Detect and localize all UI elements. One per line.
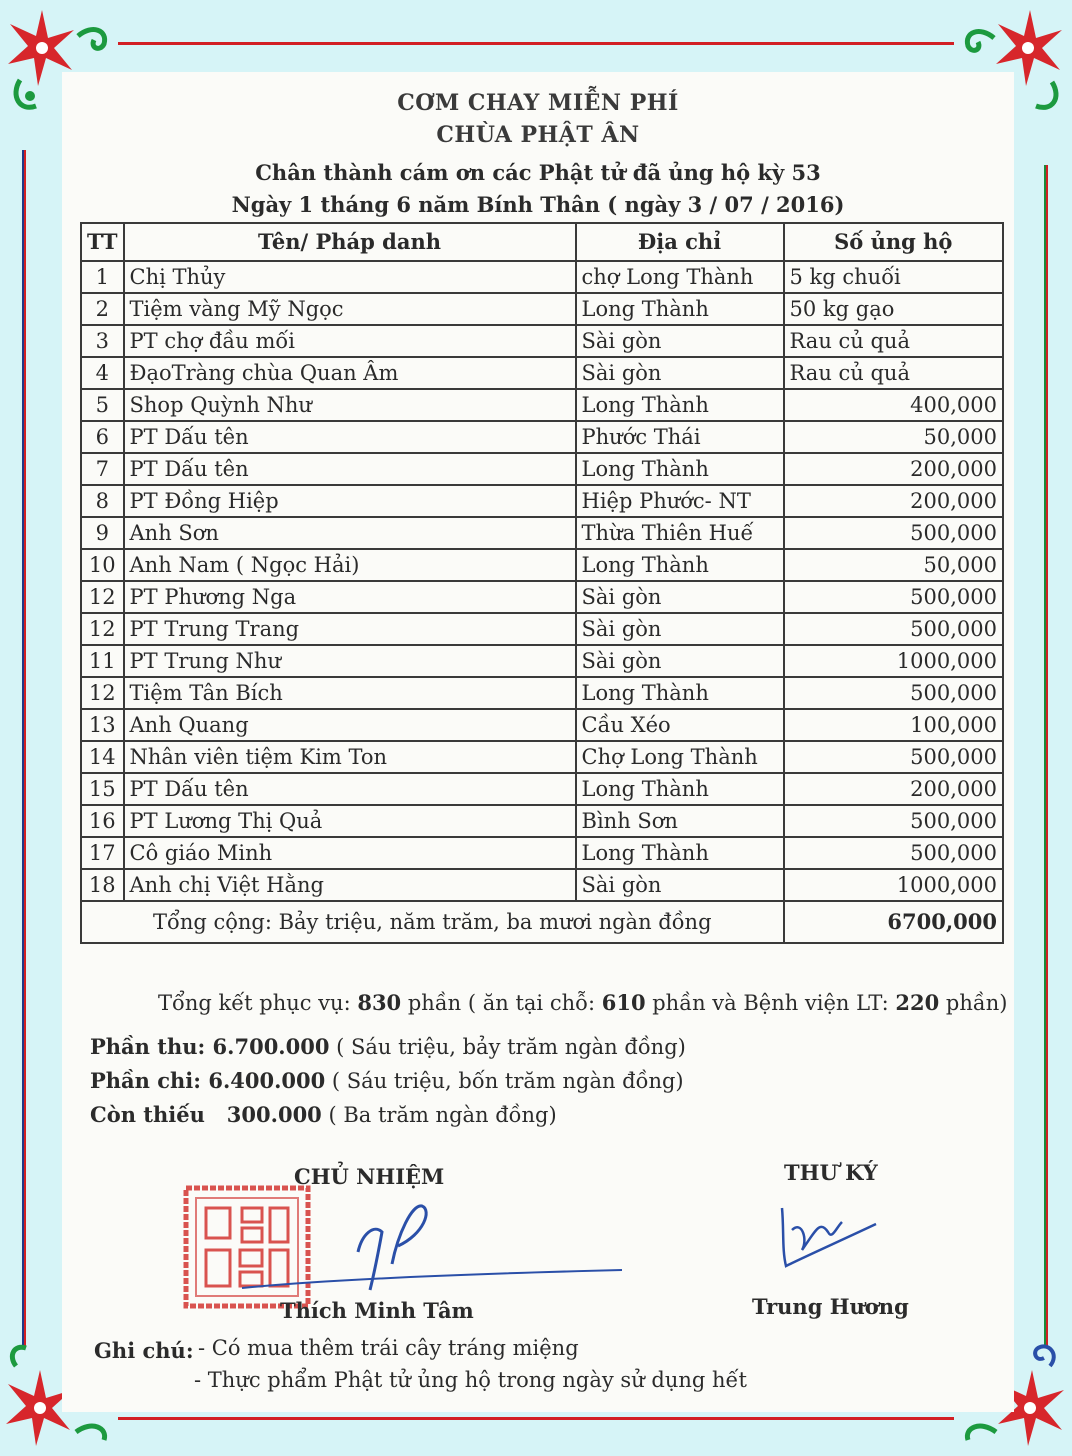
row-address: Sài gòn bbox=[576, 613, 784, 645]
row-name: Anh Sơn bbox=[124, 517, 576, 549]
row-address: Sài gòn bbox=[576, 357, 784, 389]
service-total: 830 bbox=[357, 990, 402, 1015]
chair-title: CHỦ NHIỆM bbox=[294, 1164, 445, 1189]
row-address: Sài gòn bbox=[576, 581, 784, 613]
row-name: Shop Quỳnh Như bbox=[124, 389, 576, 421]
row-tt: 16 bbox=[81, 805, 124, 837]
table-row bbox=[81, 741, 1003, 773]
deficit-label: Còn thiếu 300.000 bbox=[90, 1102, 322, 1127]
row-name: PT Lương Thị Quả bbox=[124, 805, 576, 837]
row-tt: 3 bbox=[81, 325, 124, 357]
row-amount: Rau củ quả bbox=[784, 357, 1003, 389]
row-name: PT Dấu tên bbox=[124, 421, 576, 453]
row-tt: 12 bbox=[81, 613, 124, 645]
row-tt: 18 bbox=[81, 869, 124, 901]
table-row bbox=[81, 773, 1003, 805]
row-tt: 4 bbox=[81, 357, 124, 389]
service-summary bbox=[158, 990, 1007, 1015]
service-mid2: phần và Bệnh viện LT: bbox=[645, 991, 896, 1015]
row-address: Long Thành bbox=[576, 837, 784, 869]
row-tt: 17 bbox=[81, 837, 124, 869]
income-text: ( Sáu triệu, bảy trăm ngàn đồng) bbox=[329, 1035, 686, 1059]
row-amount: 500,000 bbox=[784, 677, 1003, 709]
row-tt: 12 bbox=[81, 581, 124, 613]
frame-right-line bbox=[1044, 165, 1048, 1346]
row-address: Long Thành bbox=[576, 389, 784, 421]
row-name: Cô giáo Minh bbox=[124, 837, 576, 869]
table-row bbox=[81, 581, 1003, 613]
row-address: Sài gòn bbox=[576, 325, 784, 357]
row-amount: 500,000 bbox=[784, 741, 1003, 773]
row-tt: 8 bbox=[81, 485, 124, 517]
table-row bbox=[81, 325, 1003, 357]
row-tt: 10 bbox=[81, 549, 124, 581]
table-row bbox=[81, 389, 1003, 421]
row-amount: 50,000 bbox=[784, 549, 1003, 581]
expense-label: Phần chi: 6.400.000 bbox=[90, 1068, 326, 1093]
income-line bbox=[90, 1034, 686, 1059]
row-amount: 500,000 bbox=[784, 837, 1003, 869]
table-row bbox=[81, 677, 1003, 709]
secretary-signature-icon bbox=[772, 1200, 882, 1280]
title-line-2: CHÙA PHẬT ÂN bbox=[436, 122, 640, 148]
row-address: Sài gòn bbox=[576, 645, 784, 677]
row-amount: 100,000 bbox=[784, 709, 1003, 741]
row-amount: 50 kg gạo bbox=[784, 293, 1003, 325]
deficit-text: ( Ba trăm ngàn đồng) bbox=[321, 1103, 557, 1127]
header-tt: TT bbox=[81, 223, 124, 261]
expense-text: ( Sáu triệu, bốn trăm ngàn đồng) bbox=[325, 1069, 684, 1093]
table-row bbox=[81, 421, 1003, 453]
chair-signature-icon bbox=[242, 1194, 622, 1304]
row-address: Long Thành bbox=[576, 293, 784, 325]
chair-name: Thích Minh Tâm bbox=[280, 1298, 474, 1323]
header-address: Địa chỉ bbox=[576, 223, 784, 261]
table-row bbox=[81, 261, 1003, 293]
service-onsite: 610 bbox=[601, 990, 646, 1015]
note-line-1: - Có mua thêm trái cây tráng miệng bbox=[198, 1336, 579, 1360]
table-row bbox=[81, 453, 1003, 485]
donor-table bbox=[80, 222, 1004, 944]
row-amount: 5 kg chuối bbox=[784, 261, 1003, 293]
table-row bbox=[81, 869, 1003, 901]
row-name: Anh Quang bbox=[124, 709, 576, 741]
table-row bbox=[81, 709, 1003, 741]
row-name: PT Đồng Hiệp bbox=[124, 485, 576, 517]
row-amount: 500,000 bbox=[784, 613, 1003, 645]
total-value: 6700,000 bbox=[784, 901, 1003, 943]
deficit-line bbox=[90, 1102, 557, 1127]
row-address: Chợ Long Thành bbox=[576, 741, 784, 773]
frame-left-line bbox=[22, 150, 26, 1346]
row-tt: 11 bbox=[81, 645, 124, 677]
row-amount: Rau củ quả bbox=[784, 325, 1003, 357]
table-row bbox=[81, 613, 1003, 645]
table-row bbox=[81, 517, 1003, 549]
service-suffix: phần) bbox=[939, 991, 1008, 1015]
row-amount: 50,000 bbox=[784, 421, 1003, 453]
row-tt: 2 bbox=[81, 293, 124, 325]
row-amount: 200,000 bbox=[784, 773, 1003, 805]
row-name: Tiệm Tân Bích bbox=[124, 677, 576, 709]
header-amount: Số ủng hộ bbox=[784, 223, 1003, 261]
total-row bbox=[81, 901, 1003, 943]
total-label: Tổng cộng: Bảy triệu, năm trăm, ba mươi ngàn đồng bbox=[81, 901, 784, 943]
row-amount: 200,000 bbox=[784, 485, 1003, 517]
row-amount: 400,000 bbox=[784, 389, 1003, 421]
row-tt: 14 bbox=[81, 741, 124, 773]
row-amount: 500,000 bbox=[784, 581, 1003, 613]
row-tt: 9 bbox=[81, 517, 124, 549]
title-line-1: CƠM CHAY MIỄN PHÍ bbox=[397, 90, 679, 116]
row-address: Long Thành bbox=[576, 453, 784, 485]
row-tt: 12 bbox=[81, 677, 124, 709]
row-name: PT chợ đầu mối bbox=[124, 325, 576, 357]
row-address: Thừa Thiên Huế bbox=[576, 517, 784, 549]
service-mid1: phần ( ăn tại chỗ: bbox=[401, 991, 602, 1015]
frame-bottom-line bbox=[118, 1417, 954, 1420]
service-hospital: 220 bbox=[895, 990, 940, 1015]
subtitle-thanks: Chân thành cám ơn các Phật tử đã ủng hộ kỳ 53 bbox=[255, 160, 821, 185]
row-name: Tiệm vàng Mỹ Ngọc bbox=[124, 293, 576, 325]
row-name: Anh Nam ( Ngọc Hải) bbox=[124, 549, 576, 581]
secretary-name: Trung Hương bbox=[752, 1294, 909, 1319]
secretary-title: THƯ KÝ bbox=[784, 1160, 878, 1185]
row-name: PT Phương Nga bbox=[124, 581, 576, 613]
row-tt: 7 bbox=[81, 453, 124, 485]
row-tt: 13 bbox=[81, 709, 124, 741]
row-tt: 6 bbox=[81, 421, 124, 453]
row-name: Chị Thủy bbox=[124, 261, 576, 293]
row-address: Phước Thái bbox=[576, 421, 784, 453]
row-name: PT Trung Như bbox=[124, 645, 576, 677]
row-address: Cầu Xéo bbox=[576, 709, 784, 741]
table-header-row bbox=[81, 223, 1003, 261]
row-address: Long Thành bbox=[576, 549, 784, 581]
row-address: chợ Long Thành bbox=[576, 261, 784, 293]
row-name: Anh chị Việt Hằng bbox=[124, 869, 576, 901]
row-address: Sài gòn bbox=[576, 869, 784, 901]
row-name: PT Dấu tên bbox=[124, 773, 576, 805]
row-address: Long Thành bbox=[576, 773, 784, 805]
frame-top-line bbox=[118, 42, 954, 45]
row-name: Nhân viên tiệm Kim Ton bbox=[124, 741, 576, 773]
row-amount: 500,000 bbox=[784, 805, 1003, 837]
subtitle-date: Ngày 1 tháng 6 năm Bính Thân ( ngày 3 / 07 / 2016) bbox=[231, 192, 845, 217]
row-address: Hiệp Phước- NT bbox=[576, 485, 784, 517]
table-row bbox=[81, 293, 1003, 325]
table-row bbox=[81, 645, 1003, 677]
table-row bbox=[81, 805, 1003, 837]
row-amount: 1000,000 bbox=[784, 869, 1003, 901]
row-name: PT Dấu tên bbox=[124, 453, 576, 485]
row-name: ĐạoTràng chùa Quan Âm bbox=[124, 357, 576, 389]
note-line-2: - Thực phẩm Phật tử ủng hộ trong ngày sử dụng hết bbox=[194, 1368, 747, 1392]
document-page bbox=[62, 72, 1014, 1412]
row-tt: 15 bbox=[81, 773, 124, 805]
row-amount: 1000,000 bbox=[784, 645, 1003, 677]
table-row bbox=[81, 837, 1003, 869]
notes-label: Ghi chú: bbox=[94, 1338, 194, 1363]
donor-rows bbox=[81, 261, 1003, 901]
table-row bbox=[81, 549, 1003, 581]
row-tt: 5 bbox=[81, 389, 124, 421]
row-address: Bình Sơn bbox=[576, 805, 784, 837]
table-row bbox=[81, 485, 1003, 517]
expense-line bbox=[90, 1068, 684, 1093]
income-label: Phần thu: 6.700.000 bbox=[90, 1034, 330, 1059]
row-name: PT Trung Trang bbox=[124, 613, 576, 645]
row-address: Long Thành bbox=[576, 677, 784, 709]
table-row bbox=[81, 357, 1003, 389]
row-amount: 500,000 bbox=[784, 517, 1003, 549]
row-amount: 200,000 bbox=[784, 453, 1003, 485]
service-prefix: Tổng kết phục vụ: bbox=[158, 991, 358, 1015]
header-name: Tên/ Pháp danh bbox=[124, 223, 576, 261]
row-tt: 1 bbox=[81, 261, 124, 293]
